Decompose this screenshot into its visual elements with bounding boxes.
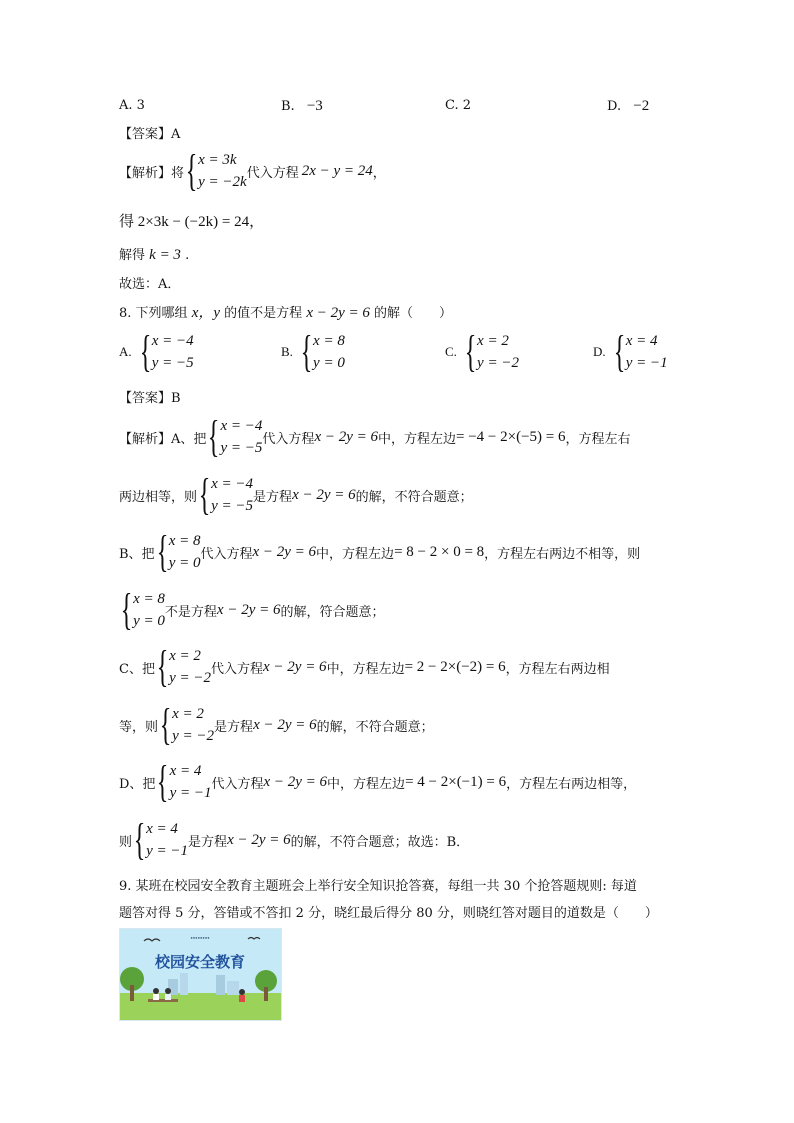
q8-d1-sys-y: y = −1 xyxy=(169,785,212,801)
q9-stem-line2: 题答对得 5 分，答错或不答扣 2 分，晓红最后得分 80 分，则晓红答对题目的道数是（ ） xyxy=(119,906,658,921)
q8-b2-sys-x: x = 8 xyxy=(133,591,165,607)
q8-option-d-y: y = −1 xyxy=(625,355,668,371)
q8-stem-pre: 8. 下列哪组 xyxy=(119,306,188,321)
q7-step2 xyxy=(119,244,189,264)
q8-b1-sys-y: y = 0 xyxy=(168,555,201,571)
q8-option-c-x: x = 2 xyxy=(477,333,509,349)
q7-option-b xyxy=(281,98,323,115)
campus-safety-illustration xyxy=(119,928,282,1021)
q8-option-d: D. { x = 4 y = −1 xyxy=(593,327,668,376)
q8-analysis-d2: 则 { x = 4 y = −1 是方程 x − 2y = 6 的解，不符合题意；故选：B． xyxy=(119,815,470,864)
q8-b1-post: ，方程左右两边不相等，则 xyxy=(484,546,641,562)
q7-sys-x: x = 3k xyxy=(198,152,237,168)
q8-c1-sys-y: y = −2 xyxy=(169,670,211,686)
q8-a2-sys-y: y = −5 xyxy=(211,498,254,514)
q7-step2-math: k = 3 xyxy=(149,247,181,263)
q8-d1-mid: 代入方程 xyxy=(211,776,264,792)
q8-b1-zhong: 中，方程左边 xyxy=(316,546,395,562)
q8-analysis-d1: D、把 { x = 4 y = −1 代入方程 x − 2y = 6 中，方程左边 = 4 − 2×(−1) = 6 ，方程左右两边相等， xyxy=(119,757,637,806)
q8-d2-eq: x − 2y = 6 xyxy=(227,831,291,848)
q8-c2-sys-x: x = 2 xyxy=(172,706,204,722)
q8-d2-mid: 是方程 xyxy=(188,834,228,850)
q7-equation: 2x − y = 24 xyxy=(301,162,373,179)
q8-a2-pre: 两边相等，则 xyxy=(119,489,198,505)
q7-option-a-label: A. 3 xyxy=(119,98,145,113)
q8-b1-mid: 代入方程 xyxy=(200,546,253,562)
q8-c1-sys-x: x = 2 xyxy=(169,648,201,664)
q8-d1-eq: x − 2y = 6 xyxy=(263,773,328,790)
q7-step2-post: . xyxy=(185,248,190,263)
q8-d1-zhong: 中，方程左边 xyxy=(327,776,406,792)
q8-analysis-b1: B、把 { x = 8 y = 0 代入方程 x − 2y = 6 中，方程左边 = 8 − 2 × 0 = 8 ，方程左右两边不相等，则 xyxy=(119,527,641,576)
q8-option-b-label: B. xyxy=(281,344,293,359)
q8-b2-post: 的解，符合题意； xyxy=(280,604,385,620)
q8-a1-mid: 代入方程 xyxy=(262,431,315,447)
q8-c2-eq: x − 2y = 6 xyxy=(253,716,317,733)
q8-d2-sys-x: x = 4 xyxy=(146,821,178,837)
q8-b2-eq: x − 2y = 6 xyxy=(216,601,281,618)
q7-analysis-head: 【解析】将 xyxy=(119,165,185,181)
q8-c1-mid: 代入方程 xyxy=(210,661,263,677)
q7-option-d-label: D. xyxy=(607,99,622,114)
q8-a1-post: ，方程左右 xyxy=(565,431,631,447)
q8-option-d-x: x = 4 xyxy=(625,333,658,349)
q8-a1-zhong: 中，方程左边 xyxy=(378,431,457,447)
q8-analysis-a2: 两边相等，则 { x = −4 y = −5 是方程 x − 2y = 6 的解，不符合题意； xyxy=(119,470,473,519)
illustration-title: 校园安全教育 xyxy=(154,953,246,971)
q8-a1-sys-x: x = −4 xyxy=(220,418,263,434)
q8-a2-post: 的解，不符合题意； xyxy=(355,489,473,505)
q8-stem-vars: x，y xyxy=(191,305,221,321)
q8-option-b-x: x = 8 xyxy=(313,333,345,349)
q8-c2-mid: 是方程 xyxy=(214,719,254,735)
q8-a2-sys-x: x = −4 xyxy=(211,476,254,492)
q8-b1-sys-x: x = 8 xyxy=(168,533,201,549)
q8-option-c-y: y = −2 xyxy=(477,355,519,371)
q8-c2-post: 的解，不符合题意； xyxy=(316,719,434,735)
q8-d2-post: 的解，不符合题意；故选：B． xyxy=(290,834,470,850)
q8-analysis-c1: C、把 { x = 2 y = −2 代入方程 x − 2y = 6 中，方程左边 = 2 − 2×(−2) = 6 ，方程左右两边相 xyxy=(119,642,610,691)
q8-analysis-a1: 【解析】A、把 { x = −4 y = −5 代入方程 x − 2y = 6 中，方程左边 = −4 − 2×(−5) = 6 ，方程左右 xyxy=(119,412,631,461)
q8-c2-sys-y: y = −2 xyxy=(172,728,215,744)
q8-c1-post: ，方程左右两边相 xyxy=(505,661,610,677)
q8-option-a-x: x = −4 xyxy=(151,333,194,349)
q8-option-c: C. { x = 2 y = −2 xyxy=(445,327,519,376)
q8-b2-mid: 不是方程 xyxy=(164,604,217,620)
campus-safety-picture xyxy=(120,929,281,1020)
q8-c1-eq: x − 2y = 6 xyxy=(263,658,327,675)
q8-analysis-c2: 等，则 { x = 2 y = −2 是方程 x − 2y = 6 的解，不符合题意； xyxy=(119,700,434,749)
q8-c2-pre: 等，则 xyxy=(119,719,159,735)
q8-answer: 【答案】B xyxy=(119,391,181,406)
q8-stem-eq: x − 2y = 6 xyxy=(306,305,370,321)
svg-text:●●●●●●●●: ●●●●●●●● xyxy=(190,935,210,940)
q8-a2-eq: x − 2y = 6 xyxy=(292,486,356,503)
q8-stem xyxy=(119,301,452,322)
q7-choose: 故选：A． xyxy=(119,277,181,292)
q7-option-c-label: C. 2 xyxy=(445,98,472,113)
q7-equation-system: { x = 3k y = −2k xyxy=(185,146,247,195)
q8-d1-calc: = 4 − 2×(−1) = 6 xyxy=(405,773,507,790)
q8-c1-zhong: 中，方程左边 xyxy=(326,661,405,677)
q8-a1-pre: 【解析】A、把 xyxy=(119,431,207,447)
q9-stem-line1: 9. 某班在校园安全教育主题班会上举行安全知识抢答赛，每组一共 30 个抢答题规则: 每道 xyxy=(119,879,637,894)
q8-option-a-label: A. xyxy=(119,344,132,359)
q8-option-b-y: y = 0 xyxy=(313,355,345,371)
q7-step2-pre: 解得 xyxy=(119,248,146,263)
q8-option-b: B. { x = 8 y = 0 xyxy=(281,327,345,376)
q8-analysis-b2: { x = 8 y = 0 不是方程 x − 2y = 6 的解，符合题意； xyxy=(120,585,385,634)
q8-d1-pre: D、把 xyxy=(119,776,156,792)
q8-b1-calc: = 8 − 2 × 0 = 8 xyxy=(394,543,485,560)
q8-option-d-label: D. xyxy=(593,344,606,359)
q7-option-c xyxy=(445,98,471,113)
q8-a1-sys-y: y = −5 xyxy=(220,440,263,456)
q7-comma: ， xyxy=(372,165,386,181)
q7-analysis-line1 xyxy=(119,146,386,195)
q8-d2-pre: 则 xyxy=(119,834,133,850)
q8-stem-mid: 的值不是方程 xyxy=(224,306,303,321)
q8-b1-eq: x − 2y = 6 xyxy=(252,543,317,560)
q7-option-b-value: −3 xyxy=(306,98,323,114)
q8-b1-pre: B、把 xyxy=(119,546,155,562)
q8-a2-mid: 是方程 xyxy=(253,489,293,505)
q7-analysis-mid: 代入方程 xyxy=(246,165,299,181)
q8-c1-pre: C、把 xyxy=(119,661,155,677)
q8-d2-sys-y: y = −1 xyxy=(146,843,189,859)
q8-a1-eq: x − 2y = 6 xyxy=(314,428,378,445)
q8-option-a-y: y = −5 xyxy=(151,355,194,371)
q8-d1-sys-x: x = 4 xyxy=(169,763,202,779)
q8-c1-calc: = 2 − 2×(−2) = 6 xyxy=(404,658,506,675)
q8-b2-sys-y: y = 0 xyxy=(133,613,165,629)
q7-sys-y: y = −2k xyxy=(198,174,247,190)
q8-option-c-label: C. xyxy=(445,344,457,359)
q7-option-d-value: −2 xyxy=(633,98,650,114)
q7-option-d xyxy=(607,98,649,115)
q8-d1-post: ，方程左右两边相等， xyxy=(506,776,637,792)
q7-step1: 得 2×3k − (−2k) = 24， xyxy=(119,214,265,230)
q8-stem-post: 的解（ ） xyxy=(374,306,453,321)
q7-answer: 【答案】A xyxy=(119,127,181,142)
q8-a1-calc: = −4 − 2×(−5) = 6 xyxy=(456,428,566,445)
q7-option-a xyxy=(119,98,145,113)
q7-option-b-label: B. xyxy=(281,99,295,114)
q8-option-a: A. { x = −4 y = −5 xyxy=(119,327,194,376)
